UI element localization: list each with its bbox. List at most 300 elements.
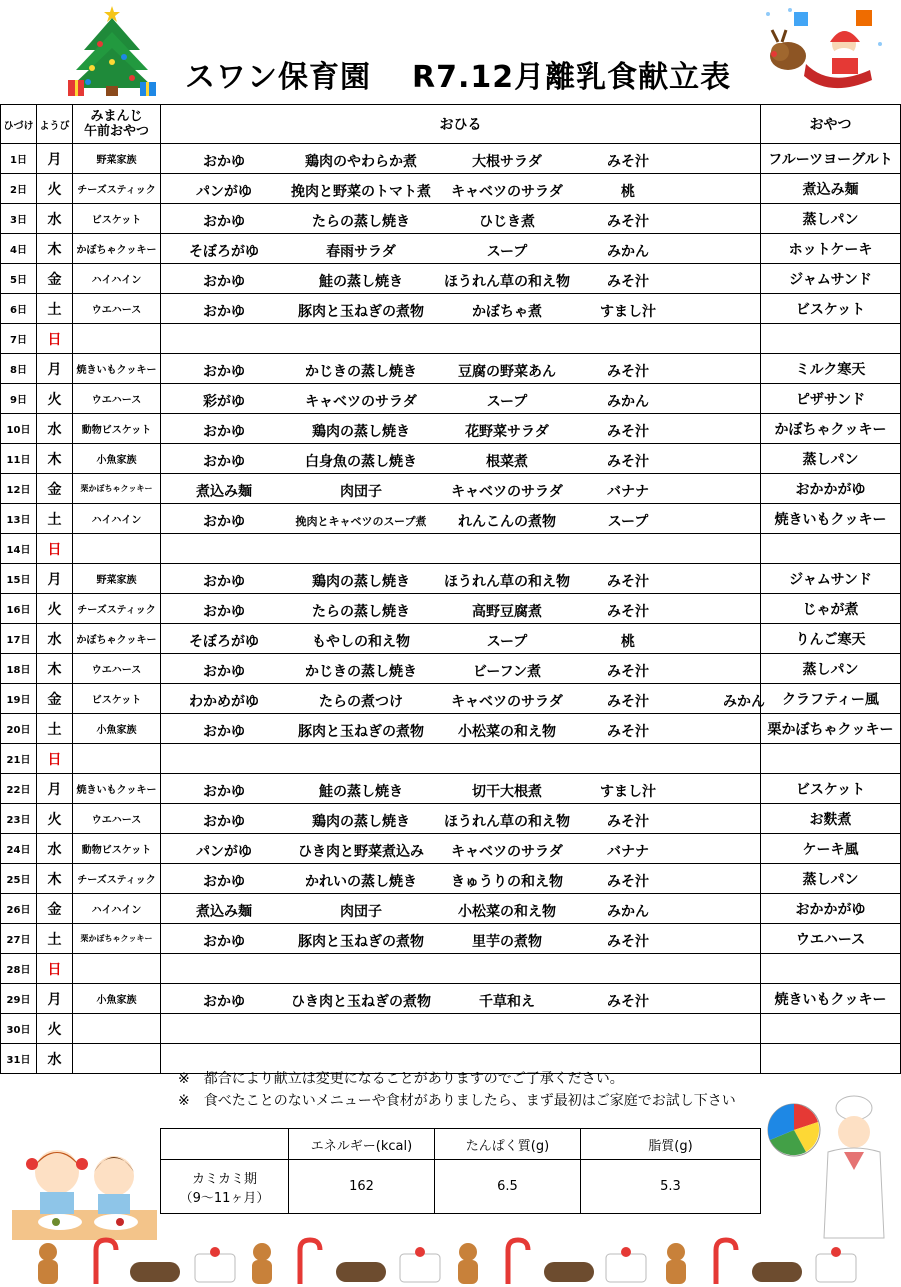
menu-row: [1, 384, 901, 414]
weekday-cell: 火: [37, 594, 73, 624]
weekday-cell: 金: [37, 474, 73, 504]
nutrition-table: [160, 1128, 761, 1214]
pm-snack-cell: 栗かぼちゃクッキー: [761, 714, 901, 744]
am-snack-cell: 動物ビスケット: [73, 414, 161, 444]
christmas-cake-icon: [400, 1247, 440, 1282]
pm-snack-cell: ビスケット: [761, 294, 901, 324]
lunch-item: 豚肉と玉ねぎの煮物: [298, 304, 424, 320]
day-cell: 13日: [1, 504, 37, 534]
lunch-cell: [161, 834, 761, 864]
weekday-cell: 金: [37, 684, 73, 714]
lunch-item: れんこんの煮物: [458, 514, 556, 530]
lunch-item: おかゆ: [203, 154, 245, 170]
day-cell: 17日: [1, 624, 37, 654]
lunch-cell: [161, 804, 761, 834]
am-snack-cell: 小魚家族: [73, 444, 161, 474]
day-cell: 8日: [1, 354, 37, 384]
col-lunch-header: おひる: [161, 105, 761, 144]
day-cell: 26日: [1, 894, 37, 924]
lunch-item: おかゆ: [203, 664, 245, 680]
am-snack-cell: チーズスティック: [73, 864, 161, 894]
pm-snack-cell: [761, 324, 901, 354]
lunch-item: キャベツのサラダ: [451, 184, 563, 200]
notes: [178, 1068, 736, 1112]
school-name: スワン保育園: [185, 60, 371, 95]
lunch-items: [161, 984, 760, 1013]
pm-snack-cell: 煮込み麺: [761, 174, 901, 204]
candy-cane-icon: [96, 1240, 116, 1284]
weekday-cell: 水: [37, 1044, 73, 1074]
lunch-item: みそ汁: [607, 454, 649, 470]
weekday-cell: 火: [37, 1014, 73, 1044]
pm-snack-cell: ビスケット: [761, 774, 901, 804]
lunch-item: 高野豆腐煮: [472, 604, 542, 620]
christmas-cake-icon: [606, 1247, 646, 1282]
menu-row: [1, 654, 901, 684]
lunch-item: 切干大根煮: [472, 784, 542, 800]
lunch-cell: [161, 444, 761, 474]
am-snack-cell: チーズスティック: [73, 594, 161, 624]
day-cell: 23日: [1, 804, 37, 834]
weekday-cell: 月: [37, 774, 73, 804]
weekday-cell: 木: [37, 444, 73, 474]
lunch-items: [161, 324, 760, 353]
lunch-item: たらの蒸し焼き: [312, 604, 410, 620]
lunch-cell: [161, 714, 761, 744]
lunch-items: [161, 384, 760, 413]
am-snack-cell: 動物ビスケット: [73, 834, 161, 864]
lunch-items: [161, 534, 760, 563]
lunch-item: スープ: [486, 244, 528, 260]
lunch-item: 煮込み麺: [196, 484, 252, 500]
col-day-header: ひづけ: [1, 105, 37, 144]
am-snack-cell: 栗かぼちゃクッキー: [73, 924, 161, 954]
am-snack-cell: [73, 954, 161, 984]
pm-snack-cell: おかかがゆ: [761, 474, 901, 504]
weekday-cell: 木: [37, 234, 73, 264]
lunch-cell: [161, 504, 761, 534]
lunch-items: [161, 894, 760, 923]
day-cell: 21日: [1, 744, 37, 774]
am-snack-cell: [73, 324, 161, 354]
weekday-cell: 月: [37, 564, 73, 594]
lunch-item: 桃: [621, 184, 635, 200]
day-cell: 14日: [1, 534, 37, 564]
page-header: [0, 0, 900, 104]
lunch-item: ほうれん草の和え物: [444, 574, 570, 590]
lunch-item: 鶏肉の蒸し焼き: [312, 574, 410, 590]
nutrition-period-line2: （9～11ヶ月）: [179, 1190, 270, 1206]
am-snack-cell: ウエハース: [73, 654, 161, 684]
lunch-item: 桃: [621, 634, 635, 650]
nutrition-energy-value: 162: [289, 1160, 435, 1214]
lunch-cell: [161, 474, 761, 504]
lunch-item: スープ: [607, 514, 649, 530]
am-snack-cell: 野菜家族: [73, 564, 161, 594]
am-snack-cell: ビスケット: [73, 684, 161, 714]
lunch-item: スープ: [486, 394, 528, 410]
lunch-item: わかめがゆ: [189, 694, 259, 710]
weekday-cell: 水: [37, 204, 73, 234]
nutrition-header-row: [161, 1129, 761, 1160]
am-snack-cell: 小魚家族: [73, 714, 161, 744]
nutrition-period: [161, 1160, 289, 1214]
lunch-cell: [161, 234, 761, 264]
am-snack-cell: ビスケット: [73, 204, 161, 234]
lunch-item: キャベツのサラダ: [451, 844, 563, 860]
lunch-item: 挽肉と野菜のトマト煮: [291, 184, 431, 200]
menu-row: [1, 714, 901, 744]
am-snack-cell: チーズスティック: [73, 174, 161, 204]
menu-row: [1, 144, 901, 174]
pm-snack-cell: おかかがゆ: [761, 894, 901, 924]
lunch-cell: [161, 984, 761, 1014]
lunch-item: そぼろがゆ: [189, 634, 259, 650]
menu-row: [1, 234, 901, 264]
lunch-item: みかん: [723, 694, 765, 710]
lunch-item: みそ汁: [607, 814, 649, 830]
am-snack-cell: ウエハース: [73, 804, 161, 834]
lunch-items: [161, 294, 760, 323]
log-cake-icon: [336, 1262, 386, 1282]
lunch-item: おかゆ: [203, 514, 245, 530]
log-cake-icon: [130, 1262, 180, 1282]
menu-row: [1, 354, 901, 384]
candy-cane-icon: [508, 1240, 528, 1284]
lunch-items: [161, 834, 760, 863]
lunch-item: スープ: [486, 634, 528, 650]
lunch-item: ほうれん草の和え物: [444, 274, 570, 290]
lunch-item: みそ汁: [607, 424, 649, 440]
day-cell: 29日: [1, 984, 37, 1014]
menu-row: [1, 924, 901, 954]
day-cell: 12日: [1, 474, 37, 504]
day-cell: 27日: [1, 924, 37, 954]
weekday-cell: 水: [37, 414, 73, 444]
lunch-item: おかゆ: [203, 214, 245, 230]
gingerbread-icon: [38, 1243, 58, 1284]
lunch-cell: [161, 294, 761, 324]
lunch-item: 根菜煮: [486, 454, 528, 470]
lunch-item: 鶏肉のやわらか煮: [305, 154, 417, 170]
lunch-items: [161, 654, 760, 683]
menu-row: [1, 264, 901, 294]
pm-snack-cell: [761, 744, 901, 774]
lunch-item: みかん: [607, 904, 649, 920]
lunch-item: おかゆ: [203, 934, 245, 950]
weekday-cell: 火: [37, 174, 73, 204]
lunch-item: みそ汁: [607, 274, 649, 290]
am-snack-cell: ハイハイン: [73, 264, 161, 294]
am-snack-cell: ハイハイン: [73, 504, 161, 534]
lunch-item: おかゆ: [203, 274, 245, 290]
lunch-item: パンがゆ: [196, 184, 252, 200]
menu-row: [1, 534, 901, 564]
lunch-items: [161, 804, 760, 833]
am-snack-cell: 焼きいもクッキー: [73, 354, 161, 384]
pm-snack-cell: [761, 954, 901, 984]
lunch-item: おかゆ: [203, 574, 245, 590]
lunch-item: ひき肉と玉ねぎの煮物: [291, 994, 431, 1010]
lunch-cell: [161, 264, 761, 294]
lunch-cell: [161, 654, 761, 684]
pm-snack-cell: 焼きいもクッキー: [761, 504, 901, 534]
lunch-item: おかゆ: [203, 454, 245, 470]
note-2: ※ 食べたことのないメニューや食材がありましたら、まず最初はご家庭でお試し下さい: [178, 1093, 736, 1109]
menu-row: [1, 894, 901, 924]
menu-row: [1, 324, 901, 354]
day-cell: 1日: [1, 144, 37, 174]
day-cell: 28日: [1, 954, 37, 984]
day-cell: 10日: [1, 414, 37, 444]
day-cell: 19日: [1, 684, 37, 714]
nutrition-fat-value: 5.3: [581, 1160, 761, 1214]
lunch-cell: [161, 684, 765, 714]
lunch-item: みそ汁: [607, 934, 649, 950]
menu-row: [1, 954, 901, 984]
pm-snack-cell: ウエハース: [761, 924, 901, 954]
lunch-cell: [161, 594, 761, 624]
pm-snack-cell: お麩煮: [761, 804, 901, 834]
lunch-item: みそ汁: [607, 874, 649, 890]
lunch-item: キャベツのサラダ: [305, 394, 417, 410]
am-snack-cell: ウエハース: [73, 384, 161, 414]
lunch-cell: [161, 534, 761, 564]
pm-snack-cell: ホットケーキ: [761, 234, 901, 264]
candy-cane-icon: [716, 1240, 736, 1284]
weekday-cell: 土: [37, 504, 73, 534]
pm-snack-cell: ピザサンド: [761, 384, 901, 414]
menu-row: [1, 984, 901, 1014]
menu-row: [1, 414, 901, 444]
log-cake-icon: [752, 1262, 802, 1282]
am-snack-cell: 小魚家族: [73, 984, 161, 1014]
am-snack-cell: [73, 1044, 161, 1074]
nutrition-value-row: [161, 1160, 761, 1214]
lunch-item: バナナ: [607, 484, 649, 500]
lunch-item: ほうれん草の和え物: [444, 814, 570, 830]
menu-row: [1, 774, 901, 804]
lunch-items: [161, 744, 760, 773]
lunch-item: みかん: [607, 394, 649, 410]
lunch-item: ビーフン煮: [472, 664, 542, 680]
am-snack-cell: かぼちゃクッキー: [73, 234, 161, 264]
day-cell: 6日: [1, 294, 37, 324]
weekday-cell: 月: [37, 984, 73, 1014]
lunch-item: きゅうりの和え物: [451, 874, 563, 890]
lunch-item: おかゆ: [203, 784, 245, 800]
lunch-item: 大根サラダ: [472, 154, 542, 170]
weekday-cell: 月: [37, 144, 73, 174]
col-am-snack-header-line2: 午前おやつ: [83, 124, 149, 139]
gingerbread-icon: [458, 1243, 478, 1284]
day-cell: 25日: [1, 864, 37, 894]
lunch-item: 春雨サラダ: [326, 244, 396, 260]
weekday-cell: 金: [37, 264, 73, 294]
lunch-cell: [161, 324, 761, 354]
lunch-item: 挽肉とキャベツのスープ煮: [295, 515, 427, 528]
lunch-cell: [161, 864, 761, 894]
lunch-item: 豚肉と玉ねぎの煮物: [298, 934, 424, 950]
lunch-items: [161, 624, 760, 653]
lunch-item: 小松菜の和え物: [458, 904, 556, 920]
lunch-items: [161, 204, 760, 233]
pm-snack-cell: りんご寒天: [761, 624, 901, 654]
lunch-item: みそ汁: [607, 214, 649, 230]
menu-table: [0, 104, 901, 1074]
lunch-item: おかゆ: [203, 994, 245, 1010]
lunch-item: 鮭の蒸し焼き: [319, 274, 403, 290]
weekday-cell: 木: [37, 654, 73, 684]
am-snack-cell: 焼きいもクッキー: [73, 774, 161, 804]
lunch-item: キャベツのサラダ: [451, 694, 563, 710]
nutrition-protein-value: 6.5: [435, 1160, 581, 1214]
pm-snack-cell: [761, 534, 901, 564]
lunch-item: 肉団子: [340, 904, 382, 920]
day-cell: 5日: [1, 264, 37, 294]
day-cell: 11日: [1, 444, 37, 474]
gingerbread-icon: [666, 1243, 686, 1284]
lunch-item: みそ汁: [607, 694, 649, 710]
lunch-item: ひき肉と野菜煮込み: [298, 844, 424, 860]
lunch-item: キャベツのサラダ: [451, 484, 563, 500]
weekday-cell: 水: [37, 624, 73, 654]
am-snack-cell: [73, 744, 161, 774]
lunch-items: [161, 564, 760, 593]
lunch-item: みそ汁: [607, 604, 649, 620]
lunch-cell: [161, 144, 761, 174]
lunch-item: 小松菜の和え物: [458, 724, 556, 740]
lunch-cell: [161, 414, 761, 444]
day-cell: 2日: [1, 174, 37, 204]
christmas-cake-icon: [816, 1247, 856, 1282]
weekday-cell: 月: [37, 354, 73, 384]
weekday-cell: 土: [37, 714, 73, 744]
day-cell: 31日: [1, 1044, 37, 1074]
menu-row: [1, 1014, 901, 1044]
lunch-item: みそ汁: [607, 664, 649, 680]
lunch-item: そぼろがゆ: [189, 244, 259, 260]
lunch-items: [161, 414, 760, 443]
weekday-cell: 日: [37, 534, 73, 564]
lunch-item: 豆腐の野菜あん: [458, 364, 556, 380]
santa-reindeer-icon: [760, 4, 888, 98]
lunch-item: すまし汁: [600, 784, 656, 800]
lunch-item: すまし汁: [600, 304, 656, 320]
lunch-item: かじきの蒸し焼き: [305, 364, 417, 380]
am-snack-cell: かぼちゃクッキー: [73, 624, 161, 654]
nutrition-corner: [161, 1129, 289, 1160]
christmas-cake-icon: [195, 1247, 235, 1282]
pm-snack-cell: ジャムサンド: [761, 564, 901, 594]
pm-snack-cell: クラフティー風: [761, 684, 901, 714]
gingerbread-icon: [252, 1243, 272, 1284]
lunch-items: [161, 924, 760, 953]
menu-row: [1, 594, 901, 624]
lunch-items: [161, 1014, 760, 1043]
lunch-items: [161, 474, 760, 503]
lunch-items: [161, 174, 760, 203]
lunch-cell: [161, 954, 761, 984]
lunch-cell: [161, 1014, 761, 1044]
menu-row: [1, 684, 901, 714]
weekday-cell: 金: [37, 894, 73, 924]
lunch-item: 肉団子: [340, 484, 382, 500]
lunch-item: 千草和え: [479, 994, 535, 1010]
menu-row: [1, 444, 901, 474]
day-cell: 18日: [1, 654, 37, 684]
lunch-item: 白身魚の蒸し焼き: [305, 454, 417, 470]
lunch-cell: [161, 174, 761, 204]
menu-row: [1, 864, 901, 894]
lunch-cell: [161, 744, 761, 774]
lunch-item: おかゆ: [203, 424, 245, 440]
pm-snack-cell: じゃが煮: [761, 594, 901, 624]
weekday-cell: 木: [37, 864, 73, 894]
col-am-snack-header: [73, 105, 161, 144]
lunch-items: [161, 774, 760, 803]
pm-snack-cell: ケーキ風: [761, 834, 901, 864]
lunch-item: ひじき煮: [479, 214, 535, 230]
menu-row: [1, 174, 901, 204]
day-cell: 22日: [1, 774, 37, 804]
day-cell: 4日: [1, 234, 37, 264]
menu-row: [1, 744, 901, 774]
lunch-cell: [161, 924, 761, 954]
am-snack-cell: [73, 1014, 161, 1044]
lunch-items: [161, 144, 760, 173]
christmas-tree-icon: [62, 2, 162, 100]
lunch-item: かぼちゃ煮: [472, 304, 542, 320]
day-cell: 24日: [1, 834, 37, 864]
pm-snack-cell: ミルク寒天: [761, 354, 901, 384]
menu-title: R7.12月離乳食献立表: [412, 60, 732, 95]
lunch-item: 彩がゆ: [203, 394, 245, 410]
lunch-items: [161, 594, 760, 623]
menu-row: [1, 624, 901, 654]
menu-row: [1, 804, 901, 834]
col-snack-header: おやつ: [761, 105, 901, 144]
lunch-item: おかゆ: [203, 724, 245, 740]
weekday-cell: 日: [37, 324, 73, 354]
menu-row: [1, 294, 901, 324]
christmas-border-decoration: [0, 1238, 900, 1287]
menu-table-header: [1, 105, 901, 144]
lunch-cell: [161, 564, 761, 594]
weekday-cell: 土: [37, 924, 73, 954]
weekday-cell: 火: [37, 804, 73, 834]
lunch-item: もやしの和え物: [312, 634, 410, 650]
lunch-item: 鶏肉の蒸し焼き: [312, 814, 410, 830]
lunch-item: みそ汁: [607, 364, 649, 380]
lunch-item: おかゆ: [203, 874, 245, 890]
lunch-items: [161, 684, 765, 713]
pm-snack-cell: 蒸しパン: [761, 444, 901, 474]
nutrition-period-line1: カミカミ期: [191, 1171, 257, 1187]
lunch-item: 里芋の煮物: [472, 934, 542, 950]
menu-row: [1, 504, 901, 534]
weekday-cell: 日: [37, 744, 73, 774]
nutrition-fat-header: 脂質(g): [581, 1129, 761, 1160]
lunch-cell: [161, 624, 761, 654]
pm-snack-cell: かぼちゃクッキー: [761, 414, 901, 444]
lunch-item: おかゆ: [203, 304, 245, 320]
lunch-item: たらの煮つけ: [319, 694, 403, 710]
lunch-item: みそ汁: [607, 574, 649, 590]
lunch-cell: [161, 774, 761, 804]
lunch-item: 煮込み麺: [196, 904, 252, 920]
menu-row: [1, 474, 901, 504]
